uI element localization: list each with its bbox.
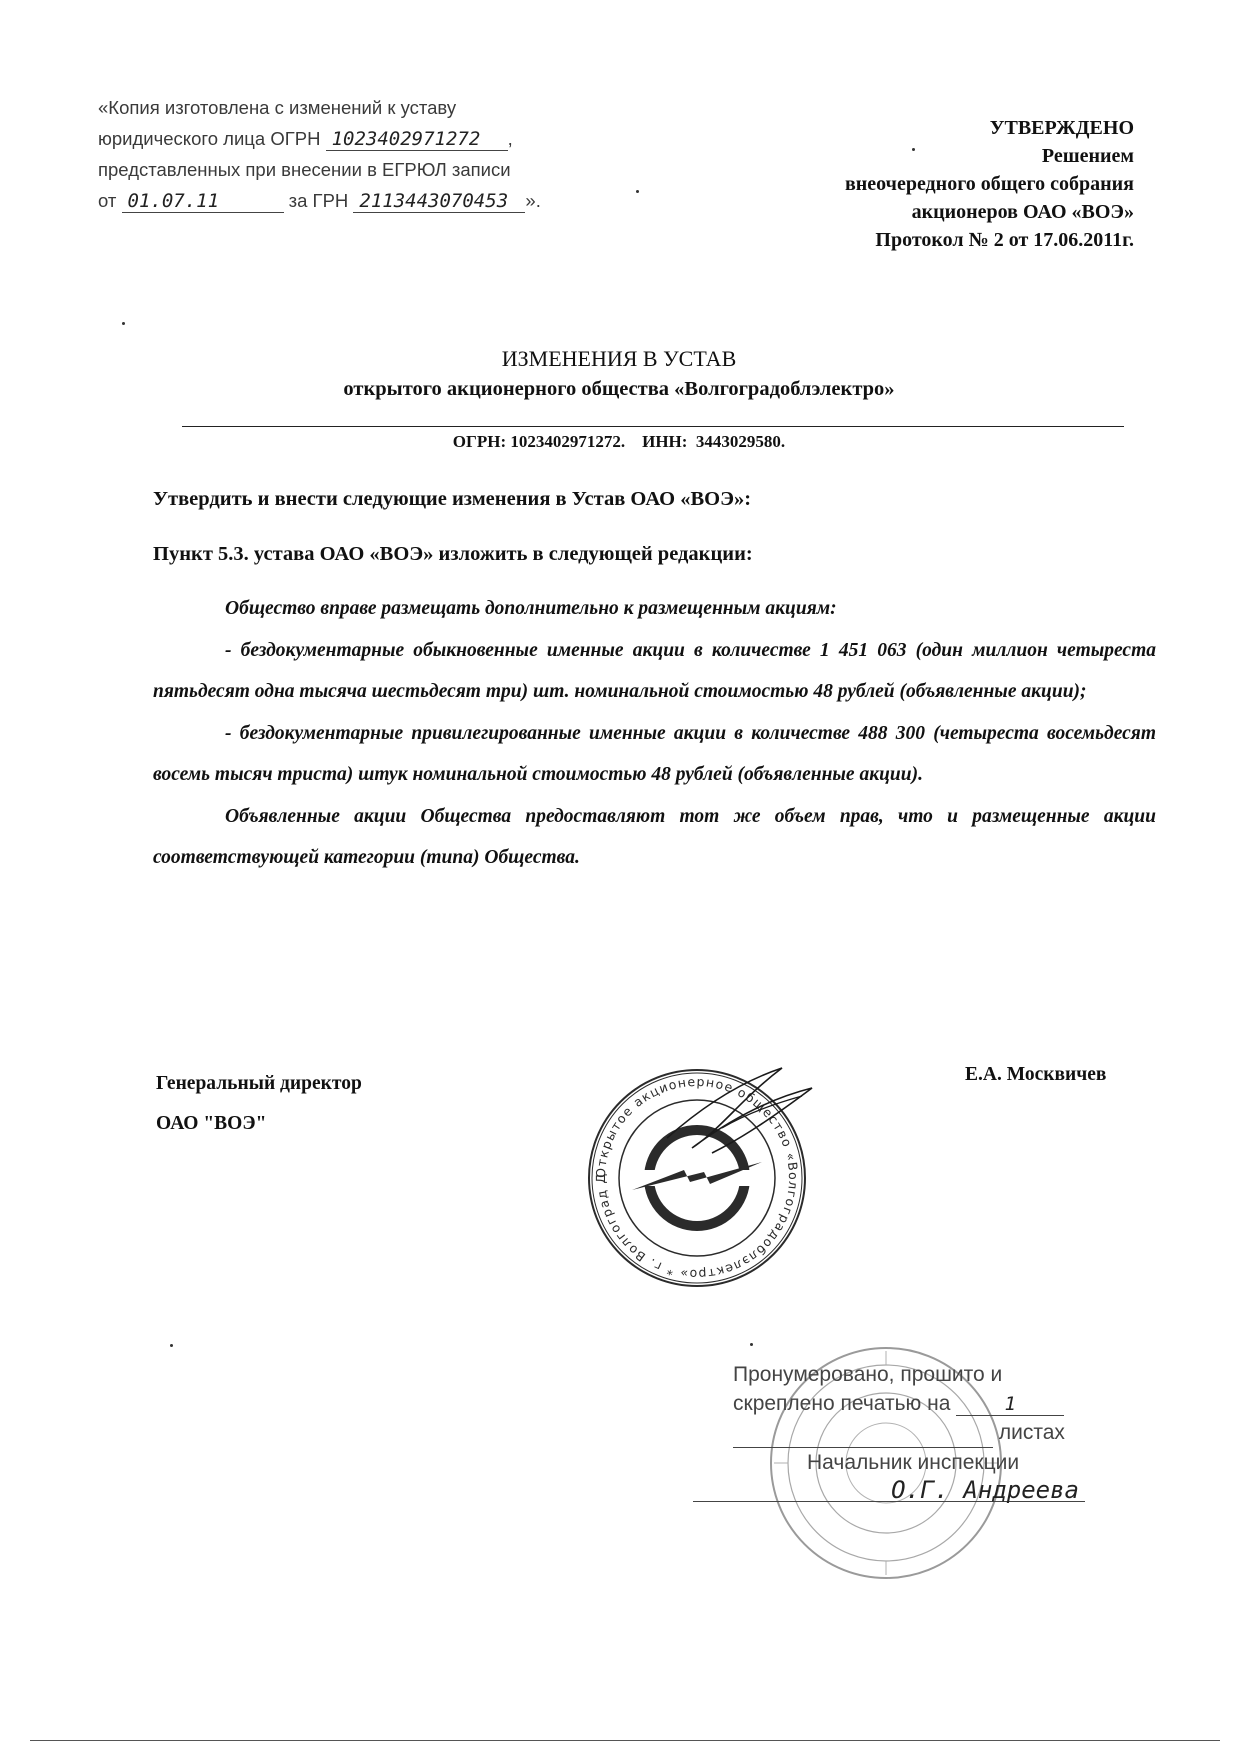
copy-stamp-date-value: 01.07.11	[122, 190, 284, 213]
registration-pages-value: 1	[956, 1393, 1064, 1416]
clause-body	[153, 588, 1156, 879]
clause-heading: Пункт 5.3. устава ОАО «ВОЭ» изложить в следующей редакции:	[153, 543, 753, 565]
signatory-title: Генеральный директор	[156, 1073, 362, 1094]
clause-paragraph-1: Общество вправе размещать дополнительно к размещенным акциям:	[225, 598, 837, 619]
registration-line2	[733, 1389, 1133, 1418]
copy-stamp-end: ».	[525, 190, 541, 211]
document-title	[0, 344, 1238, 404]
approved-protocol: Протокол № 2 от 17.06.2011г.	[875, 229, 1134, 251]
clause-paragraph-2: - бездокументарные обыкновенные именные акции в количестве 1 451 063 (один миллион четыреста пятьдесят одна тысяча шестьдесят три) шт. номинальной стоимостью 48 рублей (объявленные акции);	[153, 639, 1156, 702]
copy-stamp-comma: ,	[507, 128, 513, 149]
copy-stamp-line2	[98, 123, 568, 154]
registration-signature-blank	[733, 1418, 993, 1448]
registration-line1: Пронумеровано, прошито и	[733, 1363, 1003, 1386]
clause-paragraph-4: Объявленные акции Общества предоставляют тот же объем прав, что и размещенные акции соответствующей категории (типа) Общества.	[153, 805, 1156, 868]
speck	[170, 1344, 173, 1347]
signatory-position	[156, 1064, 362, 1144]
copy-stamp-ogrn-value: 1023402971272	[326, 128, 508, 151]
copy-stamp	[98, 92, 568, 216]
speck	[750, 1343, 753, 1346]
signatory-company: ОАО "ВОЭ"	[156, 1113, 267, 1134]
copy-stamp-line3: представленных при внесении в ЕГРЮЛ записи	[98, 159, 511, 180]
registration-line4: Начальник инспекции	[807, 1451, 1020, 1474]
copy-stamp-grn-label: за ГРН	[288, 190, 349, 211]
registration-sheets-label: листах	[998, 1421, 1065, 1444]
clause-paragraph-3: - бездокументарные привилегированные именные акции в количестве 488 300 (четыреста восемьдесят восемь тысяч триста) штук номинальной стоимостью 48 рублей (объявленные акции).	[153, 722, 1156, 785]
resolution-heading: Утвердить и внести следующие изменения в Устав ОАО «ВОЭ»:	[153, 488, 752, 510]
speck	[122, 322, 125, 325]
speck	[912, 148, 915, 151]
approval-block	[845, 114, 1134, 254]
copy-stamp-grn-value: 2113443070453	[353, 190, 525, 213]
signatory-name: Е.А. Москвичев	[965, 1064, 1107, 1085]
copy-stamp-line1: «Копия изготовлена с изменений к уставу	[98, 97, 457, 118]
page-bottom-edge	[30, 1740, 1220, 1741]
title-divider	[182, 426, 1124, 427]
approved-meeting: внеочередного общего собрания	[844, 173, 1134, 195]
seal-ring-text: Открытое акционерное общество «Волгоградоблэлектро» * г. Волгоград Д	[592, 1073, 802, 1283]
document-title-sub: открытого акционерного общества «Волгоградоблэлектро»	[343, 378, 895, 400]
company-identifiers: ОГРН: 1023402971272. ИНН: 3443029580.	[452, 432, 786, 451]
registration-line3	[733, 1418, 1133, 1448]
copy-stamp-ogrn-label: юридического лица ОГРН	[98, 128, 321, 149]
document-title-main: ИЗМЕНЕНИЯ В УСТАВ	[501, 346, 737, 371]
approved-decision: Решением	[1041, 145, 1134, 167]
speck	[636, 190, 639, 193]
company-seal-graphic	[572, 1058, 832, 1288]
registration-note	[733, 1360, 1133, 1506]
company-seal	[572, 1058, 832, 1293]
approved-heading: УТВЕРЖДЕНО	[989, 117, 1134, 139]
registration-line5	[693, 1477, 1133, 1506]
approved-shareholders: акционеров ОАО «ВОЭ»	[911, 201, 1134, 223]
registration-sealed-label: скреплено печатью на	[733, 1392, 951, 1415]
copy-stamp-line4	[98, 185, 568, 216]
inspector-signature: О.Г. Андреева	[693, 1479, 1085, 1502]
copy-stamp-from-label: от	[98, 190, 117, 211]
